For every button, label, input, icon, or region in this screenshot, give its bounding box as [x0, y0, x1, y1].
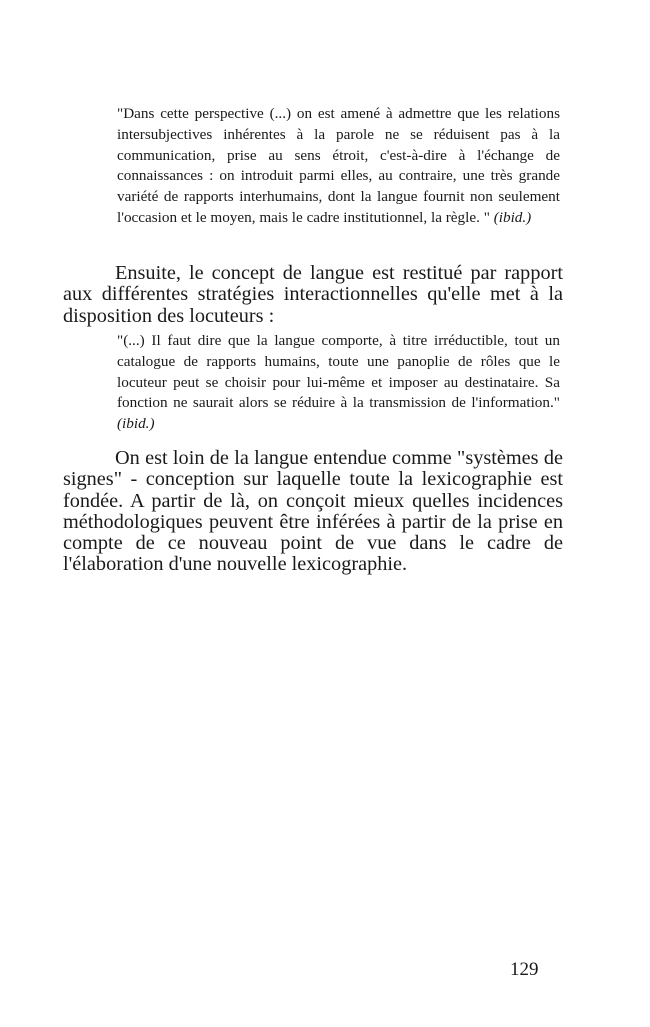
block-quote-1-text: "Dans cette perspective (...) on est amené à admettre que les relations intersubjectives inhérentes à la parole ne se réduisent pas à la communication, prise au sens étroit, c'est-à-dire à l'échange de connaissances : on introduit parmi elles, au contraire, une très grande variété de rapports interhumains, dont la langue fournit non seulement l'occasion et le moyen, mais le cadre institutionnel, la règle. ": [117, 105, 560, 226]
block-quote-1-citation: (ibid.): [493, 208, 532, 226]
page-number: 129: [510, 959, 539, 980]
paragraph-1: Ensuite, le concept de langue est restitué par rapport aux différentes stratégies interactionnelles qu'elle met à la disposition des locuteurs :: [63, 262, 563, 327]
block-quote-2-citation: (ibid.): [117, 415, 155, 433]
paragraph-2: On est loin de la langue entendue comme "systèmes de signes" - conception sur laquelle toute la lexicographie est fondée. A partir de là, on conçoit mieux quelles incidences méthodologiques peuvent être inférées à partir de la prise en compte de ce nouveau point de vue dans le cadre de l'élaboration d'une nouvelle lexicographie.: [63, 447, 563, 576]
block-quote-2: [117, 331, 560, 435]
block-quote-1: [117, 104, 560, 229]
block-quote-2-text: "(...) Il faut dire que la langue comporte, à titre irréductible, tout un catalogue de rapports humains, toute une panoplie de rôles que le locuteur peut se choisir pour lui-même et imposer au destinataire. Sa fonction ne saurait alors se réduire à la transmission de l'information.": [117, 332, 560, 412]
